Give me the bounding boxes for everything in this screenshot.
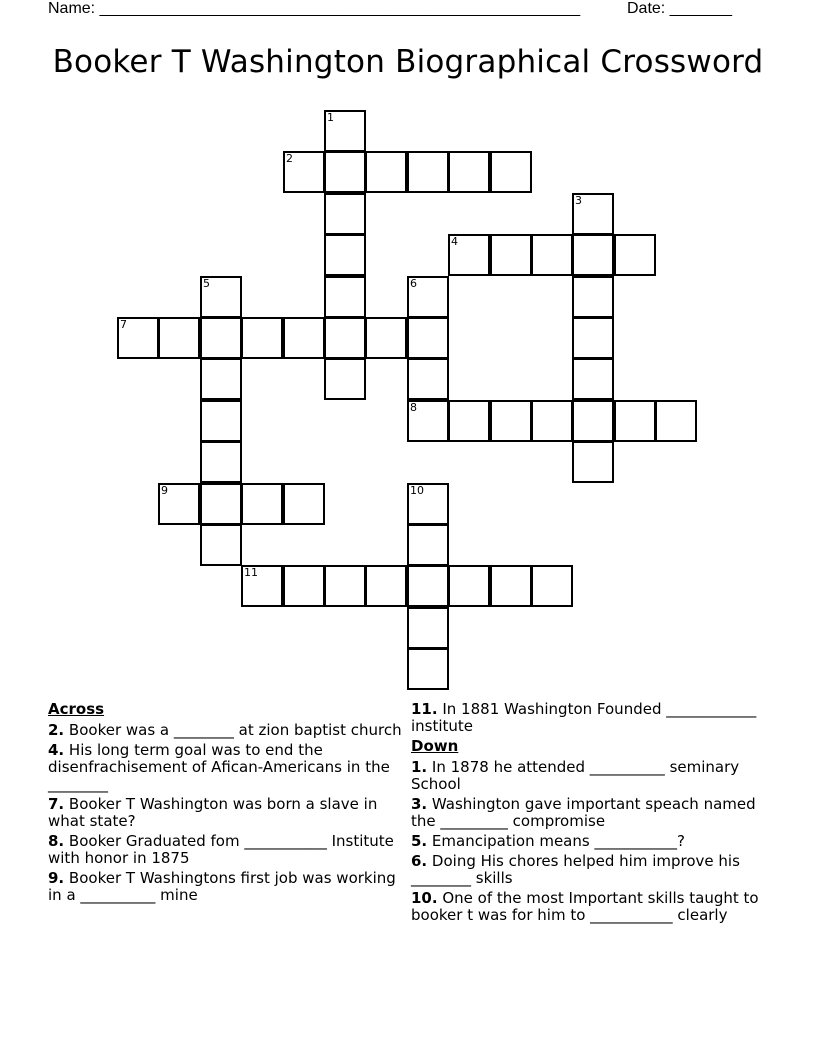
grid-cell[interactable] [241, 317, 283, 359]
grid-cell[interactable] [407, 565, 449, 607]
grid-cell[interactable] [531, 400, 573, 442]
clue-across-7: 7. Booker T Washington was born a slave in what state? [48, 795, 378, 830]
grid-cell[interactable] [490, 565, 532, 607]
across-clues [48, 701, 408, 907]
clue-down-5: 5. Emancipation means ___________? [411, 832, 685, 850]
grid-cell[interactable] [407, 358, 449, 400]
grid-cell[interactable] [324, 151, 366, 193]
clue-down-3: 3. Washington gave important speach named the _________ compromise [411, 795, 756, 830]
grid-cell[interactable] [572, 400, 614, 442]
grid-cell[interactable] [490, 151, 532, 193]
grid-cell[interactable] [324, 276, 366, 318]
grid-cell[interactable] [572, 358, 614, 400]
clue-number: 5 [203, 277, 210, 290]
grid-cell[interactable] [407, 317, 449, 359]
grid-cell[interactable] [490, 400, 532, 442]
grid-cell[interactable] [158, 317, 200, 359]
grid-cell[interactable] [407, 276, 449, 318]
grid-cell[interactable] [407, 524, 449, 566]
down-heading: Down [411, 737, 459, 755]
clue-number: 3 [575, 194, 582, 207]
clue-number: 11 [244, 566, 258, 579]
grid-cell[interactable] [448, 234, 490, 276]
clue-across-4: 4. His long term goal was to end the disenfrachisement of Afican-Americans in the ________ [48, 741, 390, 793]
clue-down-10: 10. One of the most Important skills taught to booker t was for him to ___________ clearly [411, 889, 759, 924]
grid-cell[interactable] [572, 234, 614, 276]
grid-cell[interactable] [531, 234, 573, 276]
clues-right-column [411, 701, 771, 927]
grid-cell[interactable] [614, 400, 656, 442]
grid-cell[interactable] [283, 565, 325, 607]
grid-cell[interactable] [407, 483, 449, 525]
clue-across-2: 2. Booker was a ________ at zion baptist church [48, 721, 402, 739]
grid-cell[interactable] [158, 483, 200, 525]
clue-down-6: 6. Doing His chores helped him improve his ________ skills [411, 852, 740, 887]
grid-cell[interactable] [200, 358, 242, 400]
clue-number: 8 [410, 401, 417, 414]
grid-cell[interactable] [572, 317, 614, 359]
name-field-line[interactable]: Name: ______________________________________________________ [48, 0, 581, 17]
grid-cell[interactable] [407, 648, 449, 690]
grid-cell[interactable] [324, 193, 366, 235]
grid-cell[interactable] [200, 524, 242, 566]
grid-cell[interactable] [407, 400, 449, 442]
grid-cell[interactable] [365, 317, 407, 359]
clue-number: 6 [410, 277, 417, 290]
grid-cell[interactable] [200, 483, 242, 525]
clue-number: 2 [286, 152, 293, 165]
grid-cell[interactable] [448, 565, 490, 607]
grid-cell[interactable] [117, 317, 159, 359]
grid-cell[interactable] [407, 607, 449, 649]
grid-cell[interactable] [241, 565, 283, 607]
grid-cell[interactable] [324, 234, 366, 276]
page-title: Booker T Washington Biographical Crossword [52, 44, 764, 80]
clue-number: 9 [161, 484, 168, 497]
clue-across-9: 9. Booker T Washingtons first job was working in a __________ mine [48, 869, 396, 904]
grid-cell[interactable] [283, 151, 325, 193]
grid-cell[interactable] [448, 400, 490, 442]
grid-cell[interactable] [283, 483, 325, 525]
clue-number: 4 [451, 235, 458, 248]
clue-down-1: 1. In 1878 he attended __________ seminary School [411, 758, 740, 793]
grid-cell[interactable] [655, 400, 697, 442]
grid-cell[interactable] [490, 234, 532, 276]
grid-cell[interactable] [572, 441, 614, 483]
grid-cell[interactable] [324, 358, 366, 400]
clue-number: 10 [410, 484, 424, 497]
clue-across-11: 11. In 1881 Washington Founded ____________ institute [411, 700, 757, 735]
grid-cell[interactable] [531, 565, 573, 607]
grid-cell[interactable] [241, 483, 283, 525]
clue-number: 1 [327, 111, 334, 124]
grid-cell[interactable] [572, 193, 614, 235]
grid-cell[interactable] [200, 276, 242, 318]
across-heading: Across [48, 700, 105, 718]
grid-cell[interactable] [200, 441, 242, 483]
grid-cell[interactable] [200, 400, 242, 442]
date-field-line[interactable]: Date: _______ [627, 0, 732, 17]
grid-cell[interactable] [200, 317, 242, 359]
grid-cell[interactable] [365, 151, 407, 193]
grid-cell[interactable] [572, 276, 614, 318]
grid-cell[interactable] [614, 234, 656, 276]
grid-cell[interactable] [324, 565, 366, 607]
grid-cell[interactable] [324, 317, 366, 359]
clue-number: 7 [120, 318, 127, 331]
grid-cell[interactable] [407, 151, 449, 193]
clue-across-8: 8. Booker Graduated fom ___________ Institute with honor in 1875 [48, 832, 394, 867]
grid-cell[interactable] [365, 565, 407, 607]
grid-cell[interactable] [324, 110, 366, 152]
grid-cell[interactable] [283, 317, 325, 359]
grid-cell[interactable] [448, 151, 490, 193]
